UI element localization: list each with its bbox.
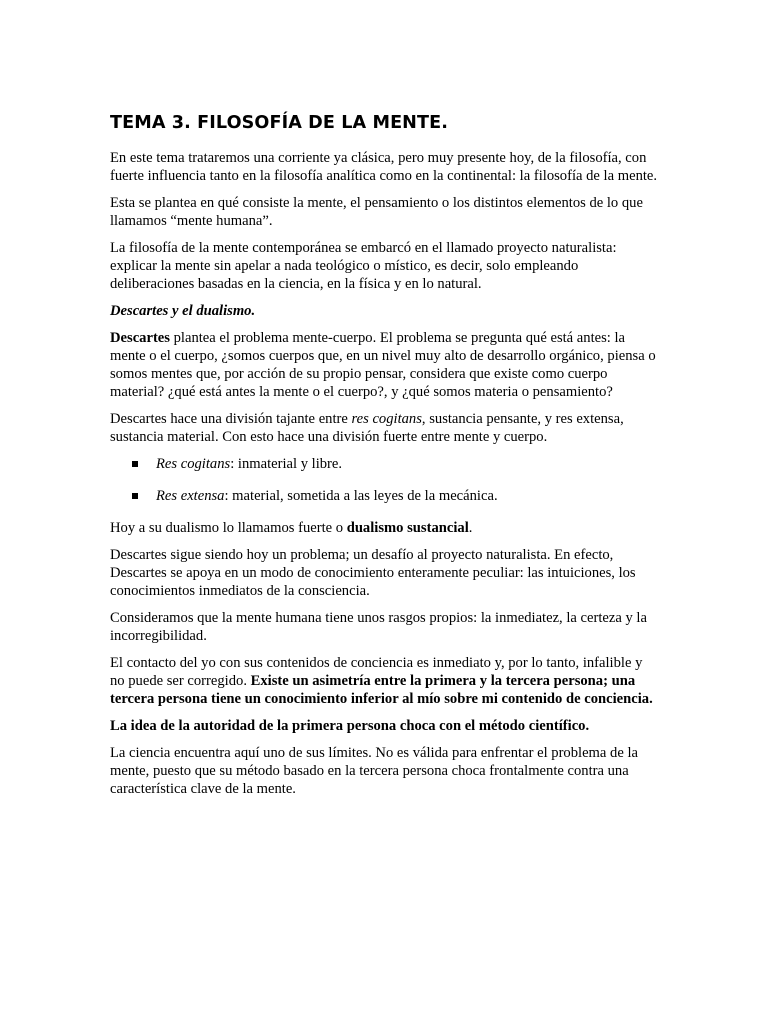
list-item-text: : material, sometida a las leyes de la mecánica. xyxy=(224,488,498,504)
bold-statement: La idea de la autoridad de la primera persona choca con el método científico. xyxy=(110,718,590,734)
paragraph-naturalist-project: La filosofía de la mente contemporánea se embarcó en el llamado proyecto naturalista: explicar la mente sin apelar a nada teológico o místico, es decir, solo empleando deliberaciones basadas en la ciencia, en la física y en lo natural. xyxy=(110,240,617,292)
paragraph-text: , sustancia pensante, y res extensa, sustancia material. Con esto hace una división fuerte entre mente y cuerpo. xyxy=(110,411,624,445)
list-item-text: : inmaterial y libre. xyxy=(230,456,343,472)
paragraph-traits: Consideramos que la mente humana tiene unos rasgos propios: la inmediatez, la certeza y la incorregibilidad. xyxy=(110,610,647,644)
paragraph-mind-body-problem xyxy=(110,329,658,401)
bullet-list xyxy=(110,455,658,505)
bold-term: dualismo sustancial xyxy=(346,520,469,536)
paragraph-authority xyxy=(110,717,658,735)
paragraph-challenge: Descartes sigue siendo hoy un problema; un desafío al proyecto naturalista. En efecto, Descartes se apoya en un modo de conocimiento enteramente peculiar: las intuiciones, los conocimientos inmediatos de la consciencia. xyxy=(110,547,636,599)
list-item-term: Res cogitans xyxy=(156,456,231,472)
square-bullet-icon xyxy=(132,461,138,467)
paragraph-text: . xyxy=(468,520,473,536)
paragraph-substantial-dualism xyxy=(110,519,658,537)
paragraph-division xyxy=(110,410,658,446)
list-item-term: Res extensa xyxy=(156,488,225,504)
paragraph-text: plantea el problema mente-cuerpo. El problema se pregunta qué está antes: la mente o el cuerpo, ¿somos cuerpos que, en un nivel muy alto de desarrollo orgánico, piensa o somos mentes que, por acción de su propio pensar, considera que existe como cuerpo material? ¿qué está antes la mente o el cuerpo?, y ¿qué somos materia o pensamiento? xyxy=(110,330,656,400)
paragraph-text: Descartes hace una división tajante entre xyxy=(110,411,352,427)
paragraph-text: Hoy a su dualismo lo llamamos fuerte o xyxy=(110,520,347,536)
bold-statement: Existe un asimetría entre la primera y la tercera persona; una tercera persona tiene un conocimiento inferior al mío sobre mi contenido de conciencia. xyxy=(110,673,653,707)
paragraph-science-limits: La ciencia encuentra aquí uno de sus límites. No es válida para enfrentar el problema de la mente, puesto que su método basado en la tercera persona choca frontalmente contra una característica clave de la mente. xyxy=(110,745,638,797)
square-bullet-icon xyxy=(132,493,138,499)
paragraph-asymmetry xyxy=(110,654,658,708)
paragraph-intro: En este tema trataremos una corriente ya clásica, pero muy presente hoy, de la filosofía, con fuerte influencia tanto en la filosofía analítica como en la continental: la filosofía de la mente. xyxy=(110,150,658,184)
list-item xyxy=(110,487,658,505)
document-title: TEMA 3. FILOSOFÍA DE LA MENTE. xyxy=(110,113,449,133)
section-heading: Descartes y el dualismo. xyxy=(110,303,256,319)
document-page xyxy=(110,111,658,807)
list-item xyxy=(110,455,658,473)
bold-term-descartes: Descartes xyxy=(110,330,170,346)
paragraph-text: El contacto del yo con sus contenidos de conciencia es inmediato y, por lo tanto, infalible y no puede ser corregido. xyxy=(110,655,643,689)
paragraph-definition: Esta se plantea en qué consiste la mente, el pensamiento o los distintos elementos de lo que llamamos “mente humana”. xyxy=(110,195,643,229)
italic-term: res cogitans xyxy=(351,411,422,427)
